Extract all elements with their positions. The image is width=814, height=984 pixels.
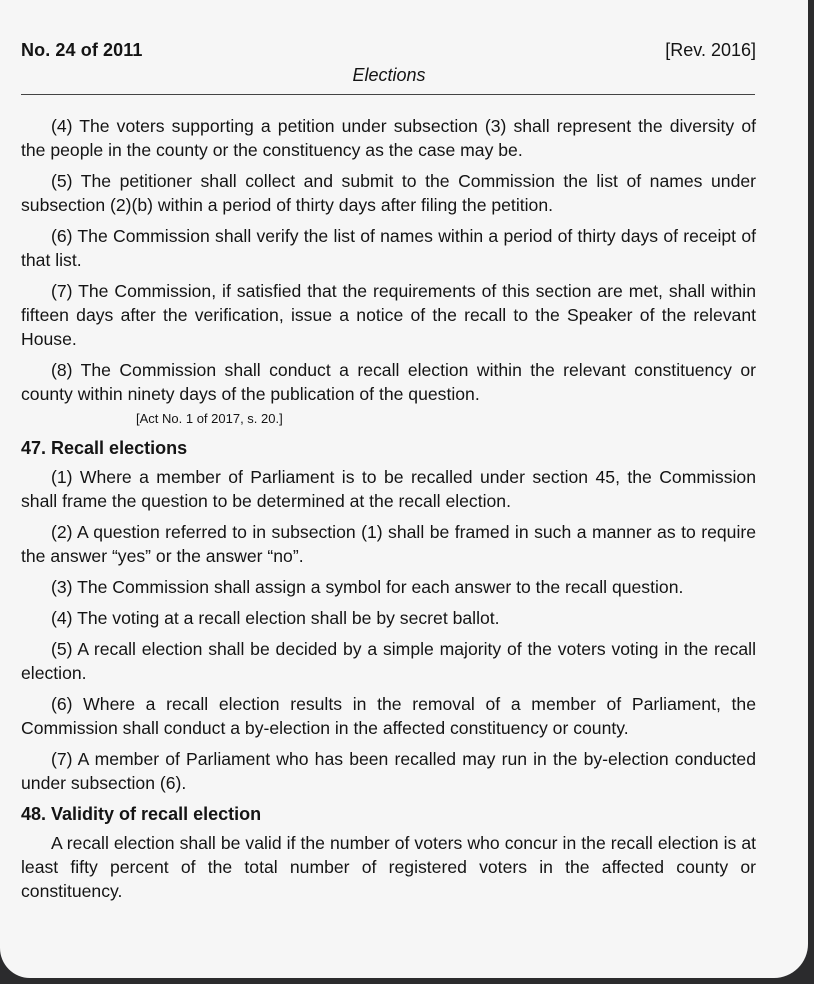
paragraph: (6) The Commission shall verify the list of names within a period of thirty days of receipt of that list.: [21, 226, 756, 270]
paragraph: (5) A recall election shall be decided by a simple majority of the voters voting in the recall election.: [21, 639, 756, 683]
paragraph: (6) Where a recall election results in the removal of a member of Parliament, the Commission shall conduct a by-election in the affected constituency or county.: [21, 694, 756, 738]
amendment-note: [Act No. 1 of 2017, s. 20.]: [136, 411, 283, 426]
paragraph: (8) The Commission shall conduct a recall election within the relevant constituency or county within ninety days of the publication of the question.: [21, 360, 756, 404]
revision-label: [Rev. 2016]: [665, 40, 756, 60]
paragraph: (7) The Commission, if satisfied that the requirements of this section are met, shall within fifteen days after the verification, issue a notice of the recall to the Speaker of the relevant House.: [21, 281, 756, 349]
page-title: Elections: [352, 65, 426, 85]
paragraph: (5) The petitioner shall collect and submit to the Commission the list of names under subsection (2)(b) within a period of thirty days after filing the petition.: [21, 171, 756, 215]
paragraph: (4) The voters supporting a petition under subsection (3) shall represent the diversity of the people in the county or the constituency as the case may be.: [21, 116, 756, 160]
document-body: [21, 114, 756, 910]
paragraph: (3) The Commission shall assign a symbol for each answer to the recall question.: [51, 577, 684, 597]
paragraph: (4) The voting at a recall election shall be by secret ballot.: [51, 608, 500, 628]
header-divider: [21, 94, 755, 95]
act-number: No. 24 of 2011: [21, 40, 143, 60]
paragraph: (1) Where a member of Parliament is to be recalled under section 45, the Commission shall frame the question to be determined at the recall election.: [21, 467, 756, 511]
page-header: [0, 0, 808, 100]
paragraph: A recall election shall be valid if the number of voters who concur in the recall election is at least fifty percent of the total number of registered voters in the affected county or constituency.: [21, 833, 756, 901]
paragraph: (2) A question referred to in subsection (1) shall be framed in such a manner as to require the answer “yes” or the answer “no”.: [21, 522, 756, 566]
section-heading-47: 47. Recall elections: [21, 438, 188, 458]
paragraph: (7) A member of Parliament who has been recalled may run in the by-election conducted under subsection (6).: [21, 749, 756, 793]
section-heading-48: 48. Validity of recall election: [21, 804, 262, 824]
